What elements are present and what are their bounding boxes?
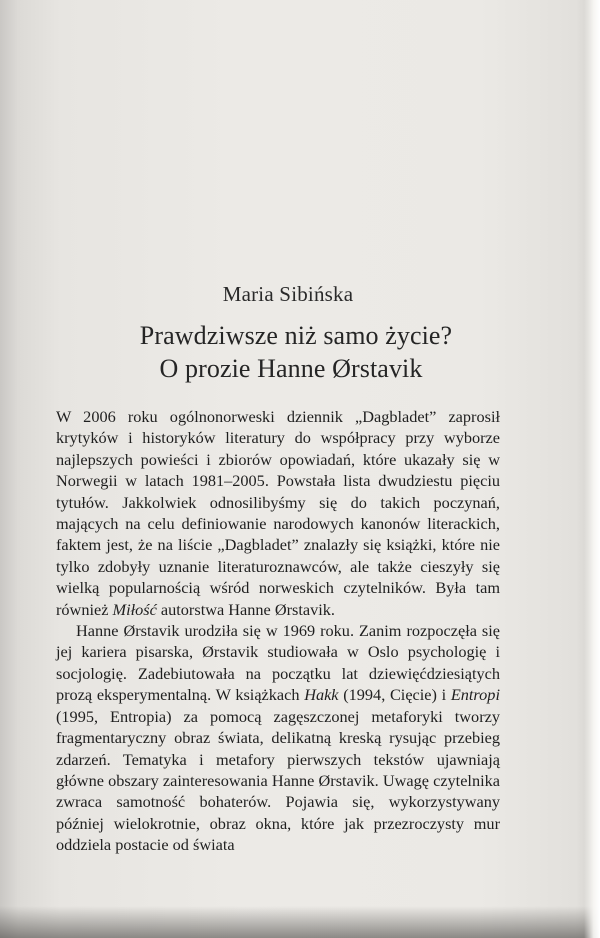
paragraph-1 bbox=[56, 406, 500, 620]
page-shadow bbox=[0, 906, 600, 938]
paragraph-1-end: autorstwa Hanne Ørstavik. bbox=[160, 599, 335, 619]
paragraph-1-text: W 2006 roku ogólnonorweski dziennik „Dagbladet” zaprosił krytyków i historyków literatury do współpracy przy wyborze najlepszych powieści i zbiorów opowiadań, które ukazały się w Norwegii w latach 1981–2005. Powstała lista dwudziestu pięciu tytułów. Jakkolwiek odnosilibyśmy się do takich poczynań, mających na celu definiowanie narodowych kanonów literackich, faktem jest, że na liście „Dagbladet” znalazły się książki, które nie tylko zdobyły uznanie literaturoznawców, ale także cieszyły się wielką popularnością wśród norweskich czytelników. Była tam również bbox=[56, 407, 500, 619]
chapter-title-line-2: O prozie Hanne Ørstavik bbox=[159, 354, 423, 383]
author-name: Maria Sibińska bbox=[222, 282, 354, 306]
book-title-entropi: Entropi bbox=[450, 685, 500, 705]
book-title-milosc: Miłość bbox=[112, 599, 157, 619]
paragraph-2-text-b: (1994, Cięcie) i bbox=[343, 685, 447, 705]
paragraph-2-text-c: (1995, Entropia) za pomocą zagęszczonej metaforyki tworzy fragmentaryczny obraz świata, delikatną kreską rysując przebieg zdarzeń. Tematyka i metafory pierwszych tekstów ujawniają główne obszary zainteresowania Hanne Ørstavik. Uwagę czytelnika zwraca samotność bohaterów. Pojawia się, wykorzystywany później wielokrotnie, obraz okna, które jak przezroczysty mur oddziela postacie od świata bbox=[56, 706, 500, 855]
paragraph-2 bbox=[56, 620, 500, 855]
chapter-title-line-1: Prawdziwsze niż samo życie? bbox=[139, 321, 453, 350]
body-text bbox=[56, 406, 500, 856]
paragraph-2-text-a: Hanne Ørstavik urodziła się w 1969 roku. Zanim rozpoczęła się jej kariera pisarska, Ørstavik studiowała w Oslo psychologię i socjologię. Zadebiutowała na początku lat dziewięćdziesiątych prozą eksperymentalną. W książkach bbox=[56, 621, 500, 705]
book-title-hakk: Hakk bbox=[304, 685, 339, 705]
